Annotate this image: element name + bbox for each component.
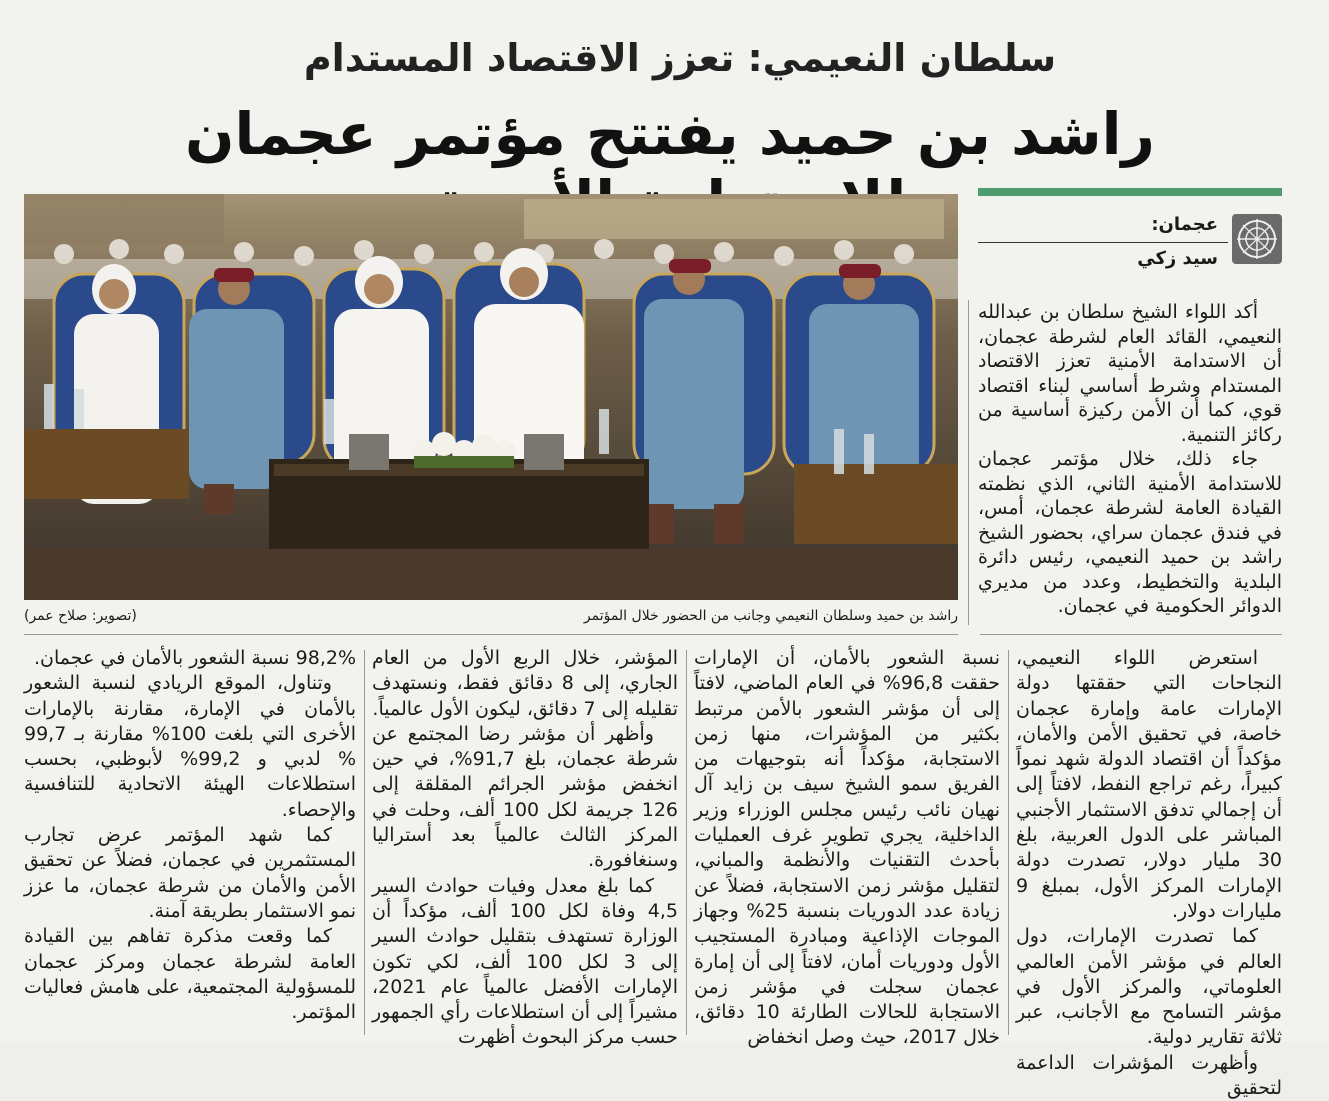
conference-photo [24, 194, 958, 600]
column-rule [686, 650, 687, 1035]
column-paragraph: كما بلغ معدل وفيات حوادث السير 4,5 وفاة لكل 100 ألف، مؤكداً أن الوزارة تستهدف بتقليل حوادث السير إلى 3 لكل 100 ألف، لكي تكون الإمارات الأفضل عالمياً عام 2021، مشيراً إلى أن استطلاعات رأي الجمهور حسب مركز البحوث أظهرت [372, 874, 679, 1049]
article-intro-column [978, 300, 1282, 619]
intro-paragraph: جاء ذلك، خلال مؤتمر عجمان للاستدامة الأمنية الثاني، الذي نظمته القيادة العامة لشرطة عجمان، أمس، في فندق عجمان سراي، بحضور الشيخ راشد بن حميد النعيمي، رئيس دائرة البلدية والتخطيط، وعدد من مديري الدوائر الحكومية في عجمان. [978, 448, 1282, 617]
article-column-3 [372, 646, 678, 1051]
column-paragraph: استعرض اللواء النعيمي، النجاحات التي حققتها دولة الإمارات عامة وإمارة عجمان خاصة، في تحقيق الأمن والأمان، مؤكداً أن اقتصاد الدولة شهد نمواً كبيراً، رغم تراجع النفط، لافتاً إلى أن إجمالي تدفق الاستثمار الأجنبي المباشر على الدول العربية، بلغ 30 مليار دولار، تصدرت دولة الإمارات المركز الأول، بمبلغ 9 مليارات دولار. [1016, 647, 1282, 922]
column-rule [364, 650, 365, 1035]
photo-caption-bar [24, 608, 958, 630]
column-paragraph: المؤشر، خلال الربع الأول من العام الجاري، إلى 8 دقائق فقط، ونستهدف تقليله إلى 7 دقائق، ليكون الأول عالمياً. [372, 647, 678, 720]
headline: راشد بن حميد يفتتح مؤتمر عجمان [185, 100, 1155, 168]
column-paragraph: نسبة الشعور بالأمان، أن الإمارات حققت 96,8% في العام الماضي، لافتاً إلى أن مؤشر الشعور بالأمن مرتبط بكثير من المؤشرات، منها زمن الاستجابة، مؤكداً أنه بتوجيهات من الفريق سمو الشيخ سيف بن زايد آل نهيان نائب رئيس مجلس الوزراء وزير الداخلية، يجري تطوير غرف العمليات بأحدث التقنيات والأنظمة والمباني، لتقليل مؤشر زمن الاستجابة، فضلاً عن زيادة عدد الدوريات بنسبة 25% وجهاز الموجات الإذاعية ومبادرة المستجيب الأول ودوريات أمان، لافتاً إلى أن إمارة عجمان سجلت في مؤشر زمن الاستجابة للحالات الطارئة 10 دقائق، خلال 2017، حيث وصل انخفاض [694, 647, 1000, 1049]
column-paragraph: وأظهرت المؤشرات الداعمة لتحقيق [1016, 1051, 1282, 1100]
column-rule [968, 300, 969, 625]
column-paragraph: وأظهر أن مؤشر رضا المجتمع عن شرطة عجمان، بلغ 91,7%، في حين انخفض مؤشر الجرائم المقلقة إلى 126 جريمة لكل 100 ألف، وحلت في المركز الثالث عالمياً بعد أستراليا وسنغافورة. [372, 722, 678, 872]
photo-credit: (تصوير: صلاح عمر) [24, 608, 137, 624]
byline-location: عجمان: [1151, 214, 1218, 235]
column-paragraph: كما وقعت مذكرة تفاهم بين القيادة العامة لشرطة عجمان ومركز عجمان للمسؤولية المجتمعية، على هامش فعاليات المؤتمر. [24, 925, 356, 1024]
photo-caption: راشد بن حميد وسلطان النعيمي وجانب من الحضور خلال المؤتمر [583, 608, 958, 624]
column-rule [24, 634, 958, 635]
byline-author: سيد زكي [1137, 248, 1218, 269]
article-column-1 [1016, 646, 1282, 1101]
column-paragraph: كما شهد المؤتمر عرض تجارب المستثمرين في عجمان، فضلاً عن تحقيق الأمن والأمان من شرطة عجمان، ما عزز نمو الاستثمار بطريقة آمنة. [24, 824, 356, 922]
article-column-2 [694, 646, 1000, 1051]
column-paragraph: 98,2% نسبة الشعور بالأمان في عجمان. [33, 647, 356, 669]
byline-divider [978, 242, 1228, 243]
newspaper-emblem-icon [1232, 214, 1282, 264]
column-rule [980, 634, 1282, 635]
column-rule [1008, 650, 1009, 1035]
intro-paragraph: أكد اللواء الشيخ سلطان بن عبدالله النعيمي، القائد العام لشرطة عجمان، أن الاستدامة الأمنية تعزز الاقتصاد المستدام وشرط أساسي لبناء اقتصاد قوي، كما أن الأمن ركيزة أساسية من ركائز التنمية. [978, 301, 1282, 446]
subheadline: سلطان النعيمي: تعزز الاقتصاد المستدام [303, 36, 1057, 80]
photo-illustration [24, 194, 958, 600]
article-column-4 [24, 646, 356, 1025]
column-paragraph: وتناول، الموقع الريادي لنسبة الشعور بالأمان في الإمارة، مقارنة بالإمارات الأخرى التي بلغت 100% مقارنة بـ 99,7 % لدبي و 99,2% لأبوظبي، بحسب استطلاعات الهيئة الاتحادية للتنافسية والإحصاء. [24, 672, 356, 821]
accent-bar [978, 188, 1282, 196]
column-paragraph: كما تصدرت الإمارات، دول العالم في مؤشر الأمن العالمي العلوماتي، والمركز الأول في مؤشر التسامح مع الأجانب، عبر ثلاثة تقارير دولية. [1016, 925, 1282, 1049]
